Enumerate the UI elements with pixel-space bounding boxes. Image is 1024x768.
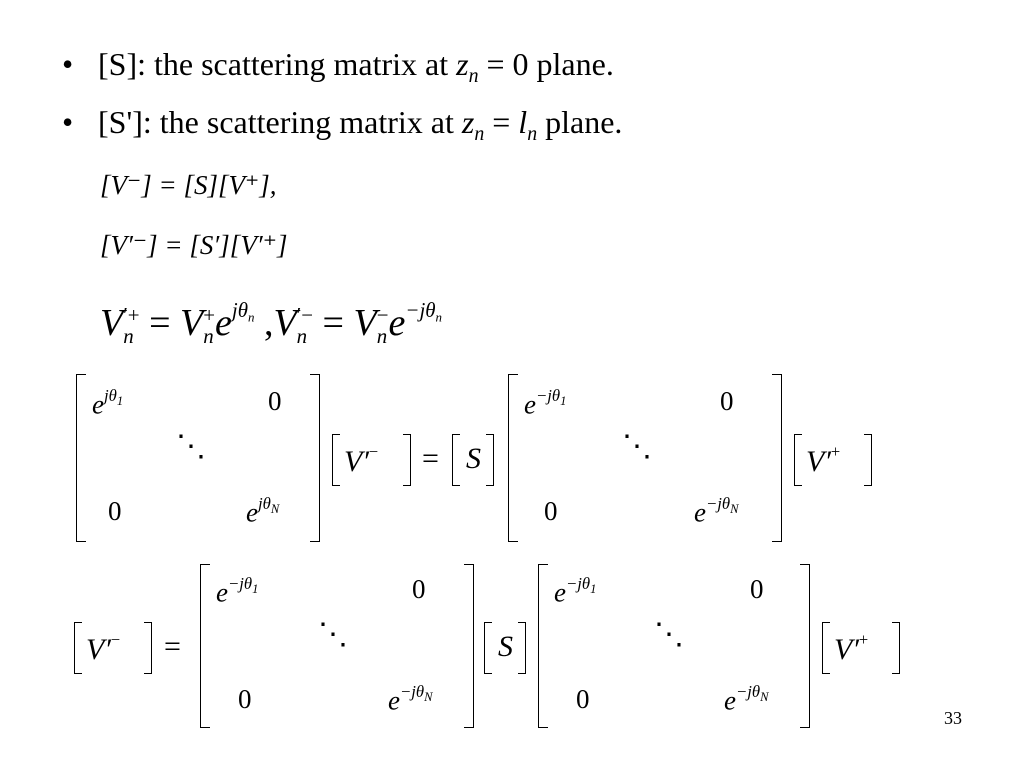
eq3-lhs1-sup: ′+ [123, 303, 140, 328]
eq3-lhs1-scripts [123, 305, 139, 347]
scattering-matrix-s: S [498, 630, 513, 663]
matrix-entry-d11 [554, 576, 596, 607]
vector-sup: − [368, 442, 379, 461]
equation-v-prime-relations [100, 298, 442, 347]
b11-base: e [524, 389, 536, 420]
d11-sub: 1 [590, 581, 597, 596]
var-z: z [456, 46, 469, 82]
bullet-list [62, 44, 622, 160]
var-z-sub: n [468, 64, 479, 87]
b22-sub: N [730, 501, 739, 516]
b22-base: e [694, 497, 706, 528]
matrix-entry-c21: 0 [238, 684, 252, 714]
matrix-left-bracket [76, 374, 86, 542]
eq3-rhs1-scripts [203, 305, 215, 347]
eq3-lhs2: V [273, 301, 297, 344]
c11-exponent [227, 574, 259, 596]
vector-right-bracket [144, 622, 152, 674]
vector-right-bracket [403, 434, 411, 486]
eq3-lhs2-sup: ′− [296, 303, 314, 328]
matrix-entry-b11 [524, 388, 566, 419]
vector-left-bracket [332, 434, 340, 486]
bullet-dot: • [62, 104, 74, 140]
a22-pow: jθ [257, 494, 271, 513]
vector-left-bracket [74, 622, 82, 674]
eq3-comma: , [254, 301, 274, 344]
matrix-entry-b21: 0 [544, 496, 558, 526]
vector-v-prime: V′ [86, 633, 111, 667]
a11-base: e [92, 389, 104, 420]
vector-left-bracket [794, 434, 802, 486]
matrix-right-bracket [772, 374, 782, 542]
c22-pow: −jθ [399, 682, 425, 701]
matrix-entry-b22 [694, 496, 739, 527]
vector-v-prime: V′ [806, 445, 831, 479]
a11-pow: jθ [103, 386, 117, 405]
vector-v-prime-plus [806, 444, 840, 477]
vector-v-prime-minus [344, 444, 378, 477]
vector-v-prime: V′ [344, 445, 369, 479]
matrix-entry-d12: 0 [750, 574, 764, 604]
eq3-equals: = [139, 301, 181, 344]
scattering-matrix-s: S [466, 442, 481, 475]
diagonal-dots: ⋱ [318, 618, 348, 651]
eq3-exp1-sub: n [247, 309, 255, 325]
b11-sub: 1 [560, 393, 567, 408]
eq3-lhs1: V [100, 301, 124, 344]
var-l: l [518, 104, 528, 140]
eq3-exp1-base: e [215, 301, 232, 344]
matrix-left-bracket [508, 374, 518, 542]
b22-pow: −jθ [705, 494, 731, 513]
var-z: z [461, 104, 475, 140]
s-left-bracket [452, 434, 460, 486]
c11-sub: 1 [252, 581, 259, 596]
a22-exponent [257, 494, 280, 516]
matrix-equation-2 [0, 558, 1024, 733]
d22-exponent [735, 682, 769, 704]
matrix-right-bracket [464, 564, 474, 728]
c22-exponent [399, 682, 433, 704]
eq3-rhs1: V [180, 301, 204, 344]
a22-sub: N [270, 501, 280, 516]
bullet-suffix: plane. [537, 104, 623, 140]
equation-v-minus: [V⁻] = [S][V⁺], [100, 170, 277, 200]
d22-sub: N [760, 689, 769, 704]
matrix-entry-b12: 0 [720, 386, 734, 416]
matrix-entry-d22 [724, 684, 769, 715]
c11-base: e [216, 577, 228, 608]
d22-pow: −jθ [735, 682, 761, 701]
vector-right-bracket [892, 622, 900, 674]
matrix-entry-a22 [246, 496, 279, 527]
diagonal-dots: ⋱ [654, 618, 684, 651]
vector-right-bracket [864, 434, 872, 486]
var-l-sub: n [527, 122, 538, 145]
s-right-bracket [486, 434, 494, 486]
equals-sign: = [164, 630, 181, 663]
eq3-exp2-base: e [388, 301, 406, 344]
d22-base: e [724, 685, 736, 716]
s-right-bracket [518, 622, 526, 674]
page-number: 33 [944, 708, 962, 728]
eq3-exp2-pow [405, 298, 442, 325]
bullet-rel: = 0 plane. [478, 46, 614, 82]
vector-sup: + [858, 630, 869, 649]
var-z-sub: n [474, 122, 485, 145]
matrix-entry-c11 [216, 576, 258, 607]
c22-sub: N [424, 689, 433, 704]
d11-pow: −jθ [565, 574, 591, 593]
eq3-exp2-pow-text: −jθ [405, 298, 436, 322]
matrix-left-bracket [200, 564, 210, 728]
vector-left-bracket [822, 622, 830, 674]
matrix-entry-c22 [388, 684, 433, 715]
bullet-text: [S]: the scattering matrix at [98, 46, 457, 82]
bullet-rel: = [484, 104, 519, 140]
eq3-rhs2: V [353, 301, 377, 344]
vector-sup: − [110, 630, 121, 649]
eq3-rhs1-sup: + [203, 303, 216, 328]
eq3-lhs1-sub: n [123, 324, 134, 349]
diagonal-dots: ⋱ [176, 430, 206, 463]
matrix-left-bracket [538, 564, 548, 728]
eq3-lhs2-sub: n [296, 324, 308, 349]
matrix-entry-d21: 0 [576, 684, 590, 714]
b11-exponent [535, 386, 567, 408]
a22-base: e [246, 497, 258, 528]
c11-pow: −jθ [227, 574, 253, 593]
a11-sub: 1 [116, 393, 124, 408]
matrix-entry-c12: 0 [412, 574, 426, 604]
matrix-right-bracket [310, 374, 320, 542]
matrix-equation-1 [0, 368, 1024, 543]
s-left-bracket [484, 622, 492, 674]
a11-exponent [103, 386, 124, 408]
bullet-text: [S']: the scattering matrix at [98, 104, 462, 140]
eq3-rhs2-sub: n [376, 324, 388, 349]
matrix-entry-a11 [92, 388, 123, 419]
matrix-entry-a21: 0 [108, 496, 122, 526]
bullet-item-s [62, 44, 622, 102]
vector-sup: + [830, 442, 841, 461]
eq3-exp1-pow [231, 298, 255, 325]
vector-v-prime-plus [834, 632, 868, 665]
eq3-equals-2: = [313, 301, 354, 344]
vector-v-prime: V′ [834, 633, 859, 667]
matrix-right-bracket [800, 564, 810, 728]
d11-exponent [565, 574, 597, 596]
vector-v-prime-minus [86, 632, 120, 665]
equation-v-prime-minus: [V′⁻] = [S′][V′⁺] [100, 230, 288, 260]
eq3-rhs2-sup: − [376, 303, 389, 328]
b22-exponent [705, 494, 739, 516]
diagonal-dots: ⋱ [622, 430, 652, 463]
bullet-dot: • [62, 46, 74, 82]
eq3-exp1-pow-text: jθ [231, 298, 248, 322]
eq3-lhs2-scripts [297, 305, 313, 347]
eq3-exp2-sub: n [435, 309, 442, 325]
b11-pow: −jθ [535, 386, 561, 405]
d11-base: e [554, 577, 566, 608]
eq3-rhs2-scripts [377, 305, 389, 347]
c22-base: e [388, 685, 400, 716]
eq3-rhs1-sub: n [203, 324, 214, 349]
equals-sign: = [422, 442, 439, 475]
matrix-entry-a12: 0 [268, 386, 282, 416]
bullet-item-s-prime [62, 102, 622, 160]
